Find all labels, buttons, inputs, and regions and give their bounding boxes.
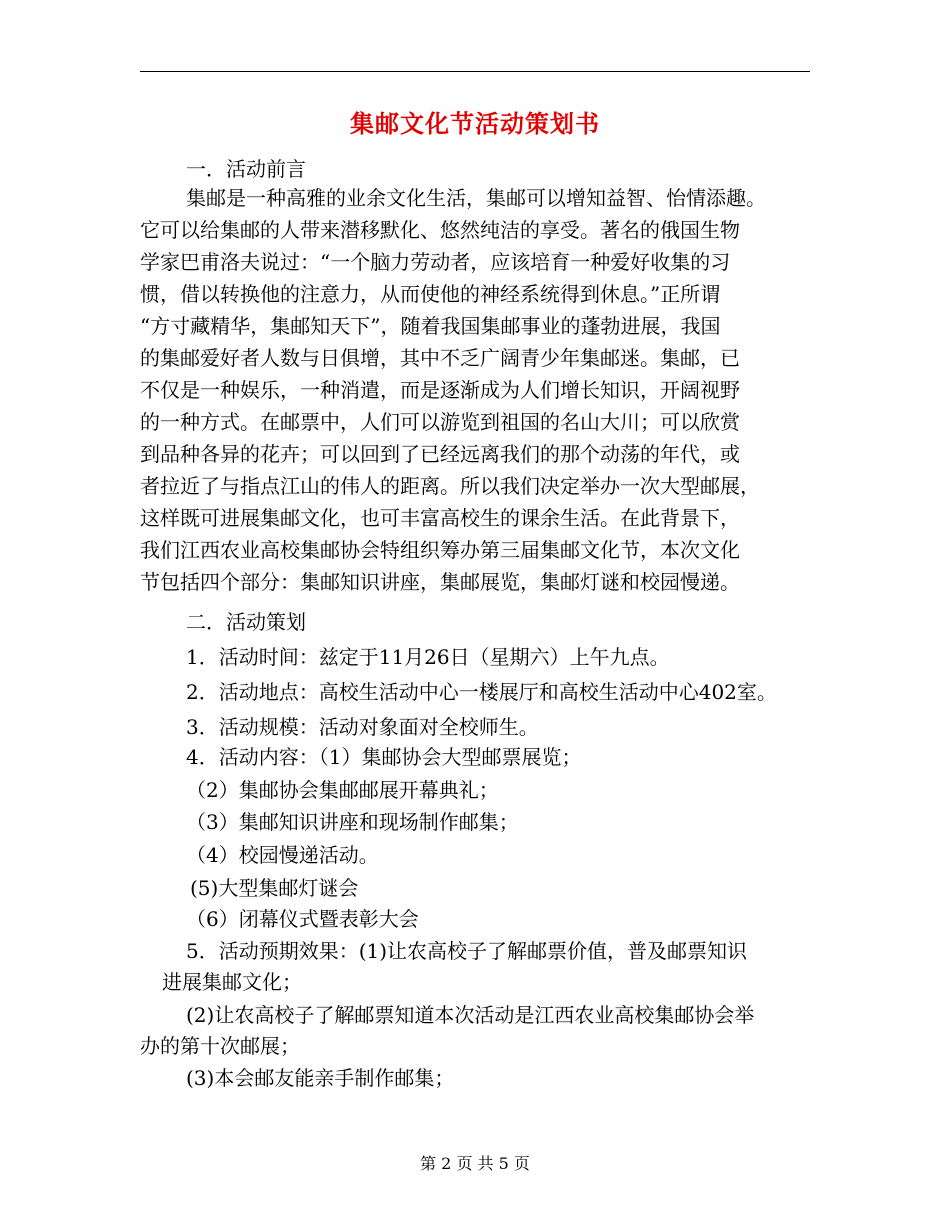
body-line: “方寸藏精华，集邮知天下”，随着我国集邮事业的蓬勃进展，我国 xyxy=(140,314,721,338)
body-line: 的一种方式。在邮票中，人们可以游览到祖国的名山大川；可以欣赏 xyxy=(140,410,740,434)
sub-item: (5)大型集邮灯谜会 xyxy=(190,876,359,900)
body-line: 我们江西农业高校集邮协会特组织筹办第三届集邮文化节，本次文化 xyxy=(140,538,740,562)
sub-item: （6）闭幕仪式暨表彰大会 xyxy=(186,907,419,931)
body-line: 集邮是一种高雅的业余文化生活，集邮可以增知益智、怡情添趣。 xyxy=(186,186,766,210)
sub-item: （2）集邮协会集邮邮展开幕典礼； xyxy=(186,778,499,802)
body-line: 节包括四个部分：集邮知识讲座，集邮展览，集邮灯谜和校园慢递。 xyxy=(140,570,740,594)
document-title: 集邮文化节活动策划书 xyxy=(350,109,600,138)
body-line: 者拉近了与指点江山的伟人的距离。所以我们决定举办一次大型邮展， xyxy=(140,474,760,498)
page-number: 第 2 页 共 5 页 xyxy=(420,1154,530,1173)
body-line: 它可以给集邮的人带来潜移默化、悠然纯洁的享受。著名的俄国生物 xyxy=(140,218,740,242)
effect-item: (3)本会邮友能亲手制作邮集； xyxy=(186,1066,455,1090)
section-heading-planning: 二．活动策划 xyxy=(186,610,306,634)
body-line: 进展集邮文化； xyxy=(162,970,302,994)
sub-item: （4）校园慢递活动。 xyxy=(186,843,379,867)
list-item-time: 1．活动时间：兹定于11月26日（星期六）上午九点。 xyxy=(186,645,670,669)
body-line: 不仅是一种娱乐，一种消遣，而是逐渐成为人们增长知识，开阔视野 xyxy=(140,378,740,402)
body-line: 惯，借以转换他的注意力，从而使他的神经系统得到休息。”正所谓 xyxy=(140,282,721,306)
body-line: 的集邮爱好者人数与日俱增，其中不乏广阔青少年集邮迷。集邮，已 xyxy=(140,346,740,370)
list-item-scale: 3．活动规模：活动对象面对全校师生。 xyxy=(186,715,539,739)
sub-item: （3）集邮知识讲座和现场制作邮集； xyxy=(186,810,519,834)
header-rule xyxy=(140,71,810,72)
body-line: 办的第十次邮展； xyxy=(140,1034,300,1058)
body-line: 到品种各异的花卉；可以回到了已经远离我们的那个动荡的年代，或 xyxy=(140,442,740,466)
effect-item: (2)让农高校子了解邮票知道本次活动是江西农业高校集邮协会举 xyxy=(186,1003,755,1027)
body-line: 这样既可进展集邮文化，也可丰富高校生的课余生活。在此背景下， xyxy=(140,506,740,530)
list-item-effect: 5．活动预期效果：(1)让农高校子了解邮票价值，普及邮票知识 xyxy=(186,939,748,963)
body-line: 学家巴甫洛夫说过：“一个脑力劳动者，应该培育一种爱好收集的习 xyxy=(140,250,731,274)
section-heading-preface: 一．活动前言 xyxy=(186,157,306,181)
list-item-location: 2．活动地点：高校生活动中心一楼展厅和高校生活动中心402室。 xyxy=(186,680,777,704)
list-item-content: 4．活动内容：（1）集邮协会大型邮票展览； xyxy=(186,745,582,769)
